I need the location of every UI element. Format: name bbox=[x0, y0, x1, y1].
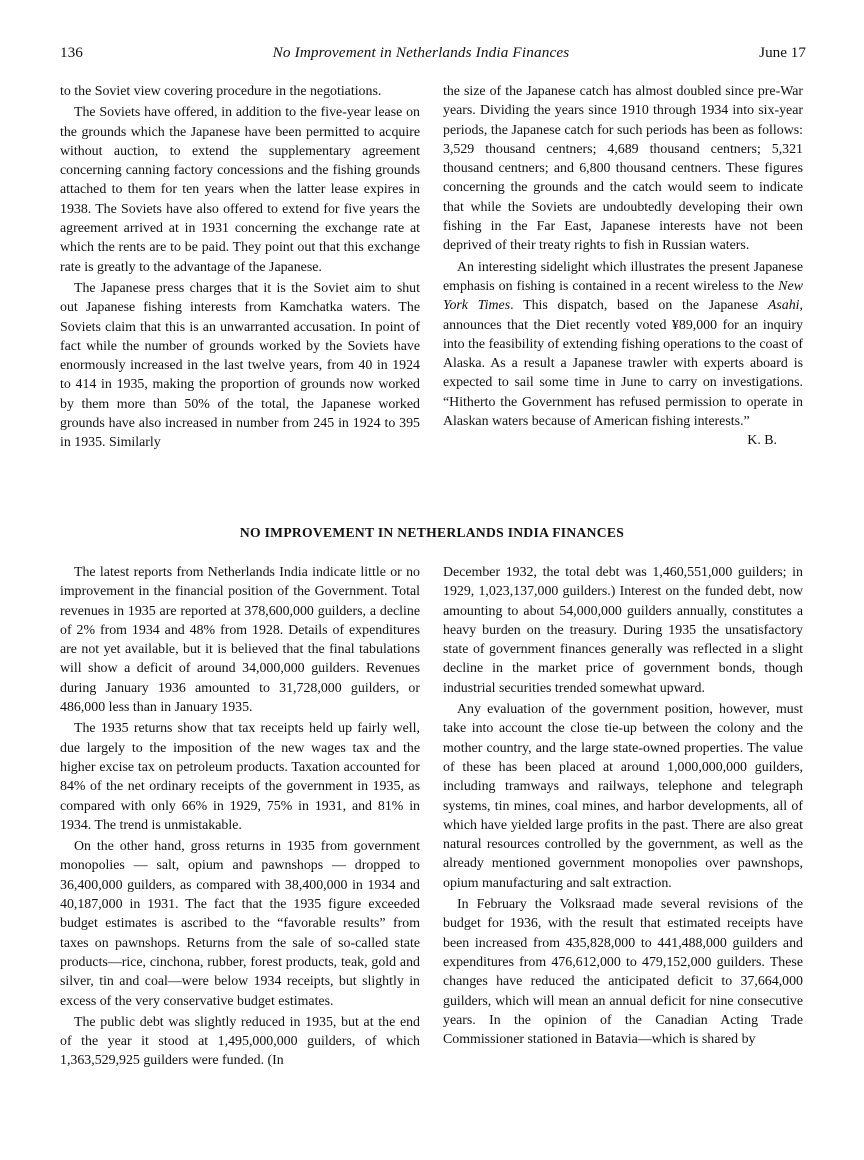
text-run: An interesting sidelight which illustrates the present Japanese emphasis on fishing is contained in a recent wireless to the bbox=[443, 259, 803, 294]
paragraph bbox=[443, 258, 804, 449]
article1-left-column bbox=[60, 82, 420, 453]
text-run: . This dispatch, based on the Japanese bbox=[510, 298, 768, 314]
page-number: 136 bbox=[60, 44, 83, 61]
author-initials: K. B. bbox=[747, 433, 777, 449]
paragraph: In February the Volksraad made several revisions of the budget for 1936, with the result that estimated receipts have been increased from 435,828,000 to 441,488,000 guilders and expenditures from 476,612,000 to 479,152,000 guilders. These changes have reduced the anticipated deficit to 37,664,000 guilders, which will mean an annual deficit for nine consecutive years. In the opinion of the Canadian Acting Trade Commissioner stationed in Batavia—which is shared by bbox=[443, 897, 803, 1048]
running-head bbox=[60, 44, 806, 70]
article2-left-column bbox=[60, 563, 420, 1071]
paragraph: the size of the Japanese catch has almost doubled since pre-War years. Dividing the years since 1910 through 1934 into six-year periods, the Japanese catch for such periods has been as follows: 3,529 thousand centners; 4,689 thousand centners; 5,321 thousand centners; and 6,800 thousand centners. These figures concerning the grounds and the catch would seem to indicate that while the Soviets are undoubtedly developing their own fishing in the Far East, Japanese interests have not been deprived of their treaty rights to fish in Russian waters. bbox=[443, 84, 803, 254]
paragraph: The public debt was slightly reduced in 1935, but at the end of the year it stood at 1,495,000,000 guilders, of which 1,363,529,925 guilders were funded. (In bbox=[60, 1014, 420, 1069]
paragraph: The Japanese press charges that it is the Soviet aim to shut out Japanese fishing interests from Kamchatka waters. The Soviets claim that this is an unwarranted accusation. In point of fact while the number of grounds worked by the Soviets have enormously increased in the last twelve years, from 40 in 1924 to 414 in 1935, making the proportion of grounds now worked by them more than 50% of the total, the Japanese worked grounds have also increased in number from 245 in 1924 to 395 in 1935. Similarly bbox=[60, 280, 420, 451]
running-title: No Improvement in Netherlands India Finances bbox=[272, 44, 570, 61]
paragraph: to the Soviet view covering procedure in the negotiations. bbox=[60, 84, 382, 99]
paragraph: Any evaluation of the government position, however, must take into account the close tie-up between the colony and the mother country, and the large state-owned properties. The value of these has been placed at around 1,000,000,000 guilders, including tramways and railways, telephone and telegraph systems, tin mines, coal mines, and harbor developments, all of which have yielded large profits in the past. There are also great natural resources controlled by the government, as well as the already mentioned government monopolies over pawnshops, opium manufacturing and salt extraction. bbox=[443, 702, 803, 891]
article2-right-column bbox=[443, 563, 803, 1049]
newspaper-name: New York Times bbox=[443, 278, 803, 314]
paragraph: The 1935 returns show that tax receipts held up fairly well, due largely to the imposition of the new wages tax and the higher excise tax on petroleum products. Taxation accounted for 84% of the net ordinary receipts of the government in 1935, as compared with only 66% in 1929, 75% in 1931, and 81% in 1934. The trend is unmistakable. bbox=[60, 721, 420, 833]
paragraph: December 1932, the total debt was 1,460,551,000 guilders; in 1929, 1,023,137,000 guilders.) Interest on the funded debt, now amounting to about 54,000,000 guilders annually, constitutes a heavy burden on the treasury. During 1935 the unsatisfactory state of government finances generally was reflected in a slight decline in the market price of government bonds, though industrial securities trended somewhat upward. bbox=[443, 565, 803, 696]
paragraph: The Soviets have offered, in addition to the five-year lease on the grounds which the Japanese have been permitted to acquire without auction, to extend the supplementary agreement concerning canning factory concessions and the fishing grounds attached to them for ten years when the latter lease expires in 1938. The Soviets have also offered to extend for five years the agreement arrived at in 1931 concerning the exchange rate at which the rents are to be paid. They point out that this exchange rate is greatly to the advantage of the Japanese. bbox=[60, 105, 420, 275]
issue-date: June 17 bbox=[759, 44, 806, 61]
text-run: , announces that the Diet recently voted ¥89,000 for an inquiry into the feasibility of extending fishing operations to the coast of Alaska. As a result a Japanese trawler with experts aboard is expected to sail some time in June to carry on investigations. “Hitherto the Government has refused permission to operate in Alaskan waters because of American fishing interests.” bbox=[443, 298, 804, 430]
article1-right-column bbox=[443, 82, 803, 451]
paragraph: The latest reports from Netherlands India indicate little or no improvement in the financial position of the Government. Total revenues in 1935 are reported at 378,600,000 guilders, a decline of 2% from 1934 and 48% from 1928. Details of expenditures are not yet available, but it is believed that the final tabulations will show a deficit of around 34,000,000 guilders. Revenues during January 1936 amounted to 31,728,000 guilders, or 486,000 less than in January 1935. bbox=[60, 565, 420, 716]
newspaper-name: Asahi bbox=[767, 298, 800, 314]
paragraph: On the other hand, gross returns in 1935 from government monopolies — salt, opium and pawnshops — dropped to 36,400,000 guilders, as compared with 38,400,000 in 1934 and 40,187,000 in 1931. The fact that the 1935 figure exceeded budget estimates is ascribed to the “favorable results” from taxes on pawnshops. Returns from the sale of so-called state products—rice, cinchona, rubber, forest products, teak, gold and silver, tin and coal—were below 1934 receipts, but slightly in excess of the very conservative budget estimates. bbox=[60, 839, 420, 1009]
section-heading: NO IMPROVEMENT IN NETHERLANDS INDIA FINANCES bbox=[239, 525, 625, 540]
